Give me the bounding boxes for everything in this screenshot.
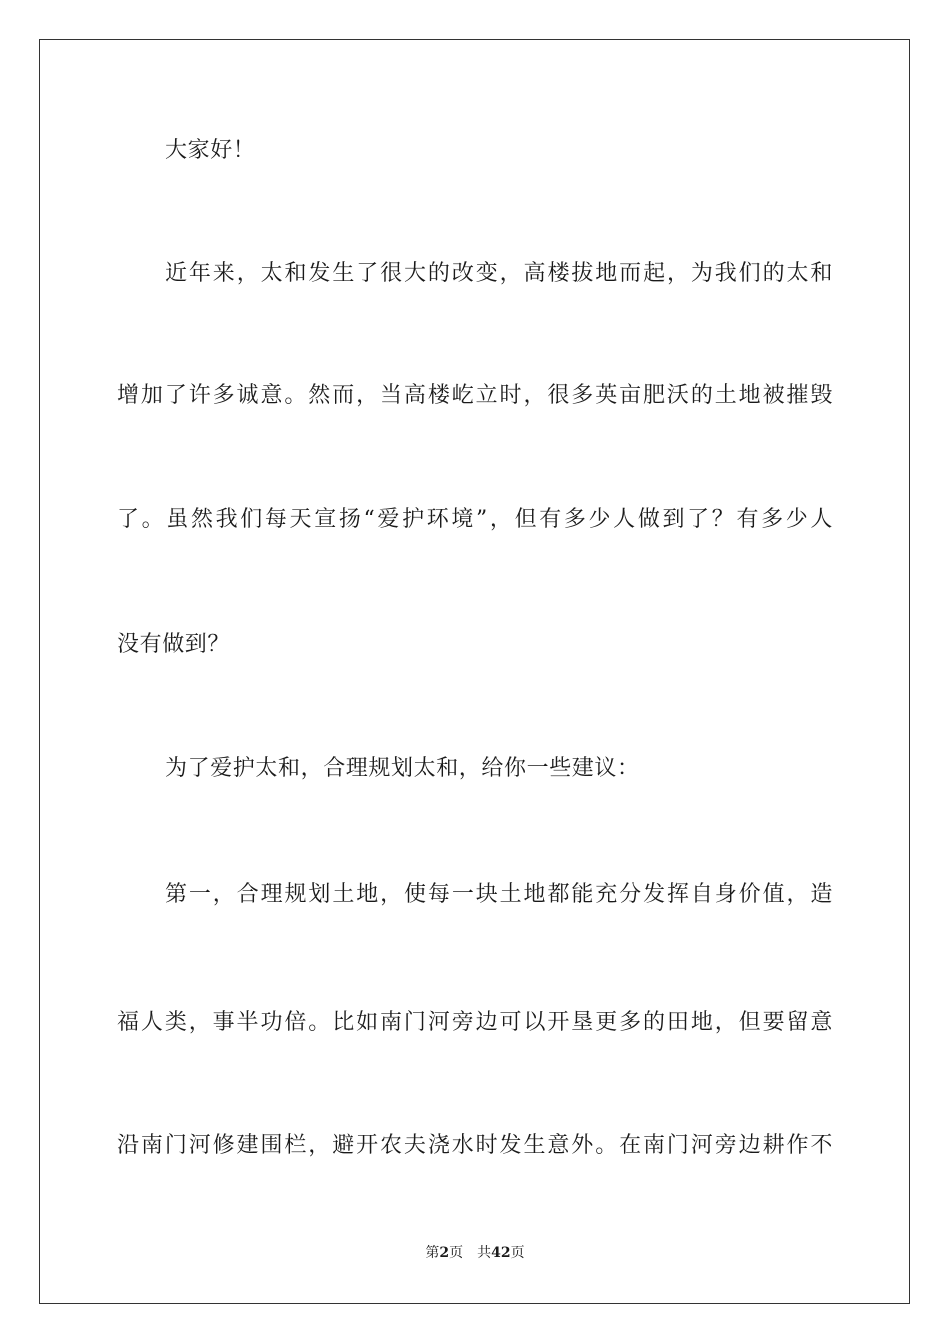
page-frame — [39, 39, 910, 1304]
text-line: 了。虽然我们每天宣扬“爱护环境”，但有多少人做到了？有多少人 — [117, 507, 833, 532]
page-prefix: 第 — [425, 1245, 440, 1261]
text-line: 沿南门河修建围栏，避开农夫浇水时发生意外。在南门河旁边耕作不 — [117, 1133, 833, 1158]
total-suffix: 页 — [510, 1245, 525, 1261]
text-line-greeting: 大家好！ — [165, 138, 256, 163]
text-line: 第一，合理规划土地，使每一块土地都能充分发挥自身价值，造 — [165, 882, 833, 907]
text-line: 福人类，事半功倍。比如南门河旁边可以开垦更多的田地，但要留意 — [117, 1010, 833, 1035]
page-suffix: 页 — [449, 1245, 464, 1261]
page-number: 2 — [439, 1245, 450, 1261]
total-pages: 42 — [491, 1245, 511, 1261]
text-line: 没有做到？ — [117, 632, 231, 657]
total-prefix: 共 — [477, 1245, 492, 1261]
text-line: 增加了许多诚意。然而，当高楼屹立时，很多英亩肥沃的土地被摧毁 — [117, 383, 833, 408]
page-footer — [0, 1244, 950, 1262]
text-line: 为了爱护太和，合理规划太和，给你一些建议： — [165, 756, 640, 781]
text-line: 近年来，太和发生了很大的改变，高楼拔地而起，为我们的太和 — [165, 261, 833, 286]
